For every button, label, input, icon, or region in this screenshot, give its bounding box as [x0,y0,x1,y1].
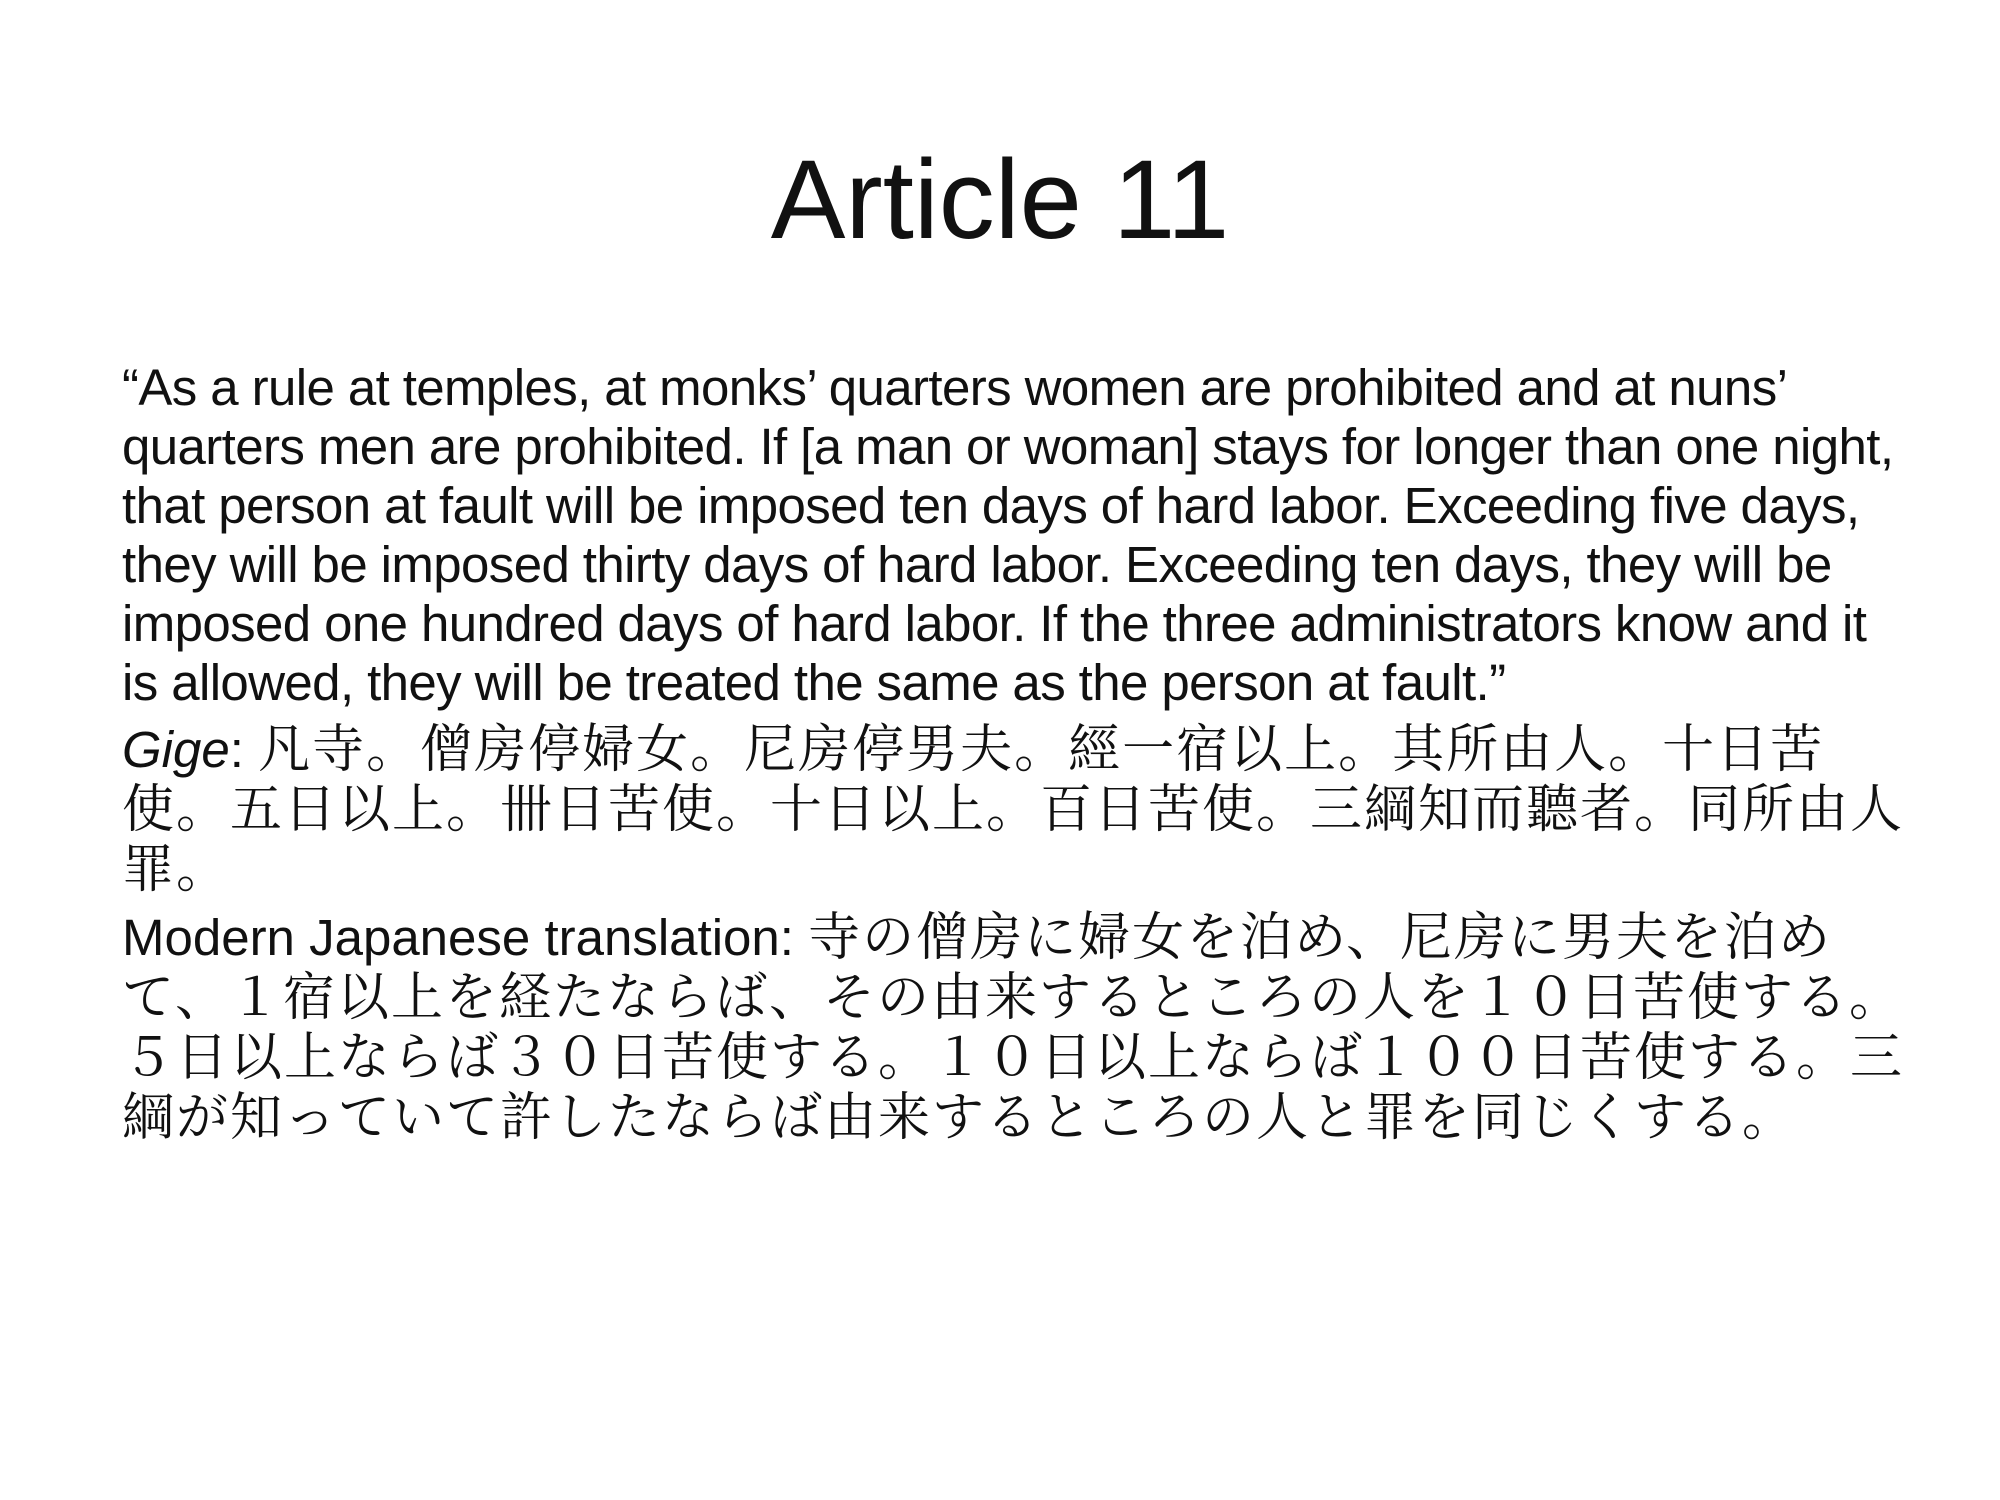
modern-translation-paragraph [122,908,1912,1148]
gige-paragraph [122,720,1912,900]
modern-translation-label: Modern Japanese translation: [122,909,809,966]
slide-title: Article 11 [770,137,1230,262]
gige-text: 凡寺。僧房停婦女。尼房停男夫。經一宿以上。其所由人。十日苦使。五日以上。卌日苦使。十日以上。百日苦使。三綱知而聽者。同所由人罪。 [122,720,1905,900]
modern-translation-text: 寺の僧房に婦女を泊め、尼房に男夫を泊めて、１宿以上を経たならば、その由来するところの人を１０日苦使する。５日以上ならば３０日苦使する。１０日以上ならば１００日苦使する。三綱が知っていて許したならば由来するところの人と罪を同じくする。 [122,908,1905,1148]
english-translation-quote: “As a rule at temples, at monks’ quarters women are prohibited and at nuns’ quarters men are prohibited. If [a man or woman] stays for longer than one night, that person at fault will be imposed ten days of hard labor. Exceeding five days, they will be imposed thirty days of hard labor. Exceeding ten days, they will be imposed one hundred days of hard labor. If the three administrators know and it is allowed, they will be treated the same as the person at fault.” [122,359,1894,711]
gige-label: Gige [122,721,230,778]
slide-body [122,358,1912,1156]
gige-separator: : [229,721,259,778]
